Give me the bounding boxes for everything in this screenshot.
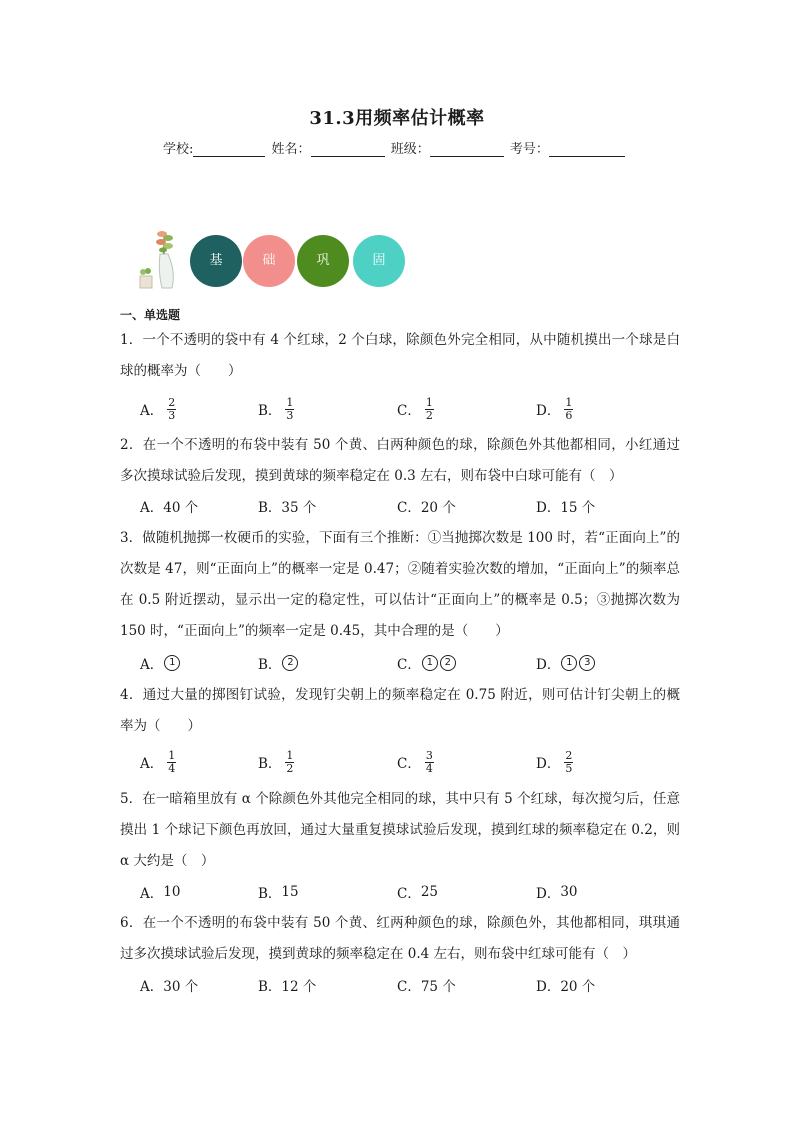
fraction: $\frac{2}{3}$ [168,395,176,422]
option-a[interactable]: A． 40 个 [140,500,199,516]
question-6-stem: 6．在一个不透明的布袋中装有 50 个黄、红两种颜色的球，除颜色外，其他都相同，琪琪通过多次摸球试验后发现，摸到黄球的频率稳定在 0.4 左右，则布袋中红球可能有（ ） [120,915,680,962]
question-3-options [140,649,700,677]
circled-number: 2 [282,655,298,671]
circled-number: 1 [422,655,438,671]
school-blank[interactable] [193,142,265,157]
option-b[interactable]: B． $\frac{1}{3}$ [258,395,294,422]
option-a[interactable]: A． 30 个 [140,979,199,995]
option-d[interactable]: D． $\frac{2}{5}$ [536,748,573,775]
option-b[interactable]: B． 12 个 [258,979,317,995]
option-d[interactable]: D． 15 个 [536,500,596,516]
banner-circle-ji: 基 [190,235,242,287]
fraction: $\frac{2}{5}$ [565,748,573,775]
question-2-options [140,492,700,520]
option-b[interactable]: B． $\frac{1}{2}$ [258,748,294,775]
school-label: 学校: [163,142,194,157]
circled-number: 3 [579,655,595,671]
option-b[interactable]: B． 15 [258,884,299,902]
option-b[interactable]: B． 2 [258,649,299,677]
fraction: $\frac{1}{6}$ [565,395,573,422]
page-title: 31.3用频率估计概率 [309,108,485,129]
fraction: $\frac{1}{4}$ [168,748,176,775]
name-label: 姓名： [271,142,311,157]
banner-circle-chu: 础 [243,235,295,287]
question-4-options [140,748,700,776]
student-info-line [163,138,683,157]
question-2-stem: 2．在一个不透明的布袋中装有 50 个黄、白两种颜色的球，除颜色外其他都相同，小红通过多次摸球试验后发现，摸到黄球的频率稳定在 0.3 左右，则布袋中白球可能有（ ） [120,437,680,484]
fraction: $\frac{1}{2}$ [286,748,294,775]
option-c[interactable]: C． 75 个 [397,979,456,995]
name-blank[interactable] [311,142,385,157]
option-a[interactable]: A． $\frac{2}{3}$ [140,395,176,422]
option-c[interactable]: C． $\frac{1}{2}$ [397,395,433,422]
question-5-stem: 5．在一暗箱里放有 α 个除颜色外其他完全相同的球，其中只有 5 个红球，每次搅匀后，任意摸出 1 个球记下颜色再放回，通过大量重复摸球试验后发现，摸到红球的频率稳定在 0.2，则 α 大约是（ ） [120,791,680,869]
circled-number: 1 [561,655,577,671]
question-3-stem: 3．做随机抛掷一枚硬币的实验，下面有三个推断：①当抛掷次数是 100 时，若“正面向上”的次数是 47，则“正面向上”的概率一定是 0.47；②随着实验次数的增加，“正面向上”的频率总在 0.5 附近摆动，显示出一定的稳定性，可以估计“正面向上”的概率是 0.5；③抛掷次数为 150 时，“正面向上”的频率一定是 0.45，其中合理的是（ ） [120,530,680,639]
fraction: $\frac{3}{4}$ [425,748,433,775]
class-blank[interactable] [430,142,504,157]
option-a[interactable]: A． $\frac{1}{4}$ [140,748,176,775]
option-b[interactable]: B． 35 个 [258,500,317,516]
option-c[interactable]: C． 20 个 [397,500,456,516]
option-c[interactable]: C． 1 2 [397,649,457,677]
banner-circle-gu: 固 [353,235,405,287]
option-d[interactable]: D． 30 [536,884,578,902]
banner-circle-gong: 巩 [297,235,349,287]
option-c[interactable]: C． 25 [397,884,439,902]
question-6-options [140,971,700,999]
option-c[interactable]: C． $\frac{3}{4}$ [397,748,433,775]
option-d[interactable]: D． 1 3 [536,649,596,677]
option-a[interactable]: A． 10 [140,884,181,902]
class-label: 班级： [390,142,430,157]
question-1-options [140,395,700,423]
section-heading: 一、单选题 [120,308,181,322]
circled-number: 1 [164,655,180,671]
fraction: $\frac{1}{2}$ [425,395,433,422]
question-1-stem: 1．一个不透明的袋中有 4 个红球，2 个白球，除颜色外完全相同，从中随机摸出一个球是白球的概率为（ ） [120,332,680,379]
question-4-stem: 4．通过大量的掷图钉试验，发现钉尖朝上的频率稳定在 0.75 附近，则可估计钉尖朝上的概率为（ ） [120,687,680,734]
option-d[interactable]: D． 20 个 [536,979,596,995]
exam-no-blank[interactable] [549,142,625,157]
option-d[interactable]: D． $\frac{1}{6}$ [536,395,573,422]
question-5-options [140,878,700,906]
circled-number: 2 [440,655,456,671]
fraction: $\frac{1}{3}$ [286,395,294,422]
potted-plant-icon [138,224,184,290]
option-a[interactable]: A． 1 [140,649,181,677]
exam-no-label: 考号： [509,142,549,157]
